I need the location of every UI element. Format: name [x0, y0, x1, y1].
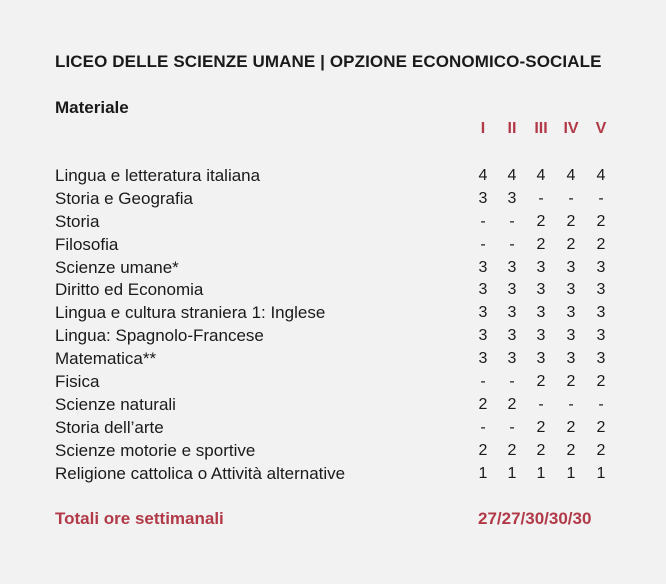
hours-cell: -	[480, 212, 486, 230]
hours-cell: -	[538, 395, 544, 413]
hours-cell: 3	[536, 258, 546, 276]
hours-cell: 2	[596, 235, 606, 253]
hours-cell: 2	[596, 212, 606, 230]
hours-cell: 2	[536, 418, 546, 436]
hours-cell: -	[538, 189, 544, 207]
subjects-table	[0, 165, 666, 485]
hours-cell: 3	[536, 350, 546, 368]
table-row	[0, 440, 666, 463]
hours-cell: -	[509, 418, 515, 436]
hours-cell: 4	[566, 167, 576, 184]
hours-cell: 3	[478, 258, 488, 276]
table-row	[0, 394, 666, 417]
hours-cell: 3	[536, 304, 546, 322]
table-row	[0, 417, 666, 440]
table-row	[0, 211, 666, 234]
year-header-1: I	[480, 120, 486, 137]
subject-name: Storia e Geografia	[55, 188, 193, 208]
hours-cell: 2	[478, 395, 488, 413]
hours-cell: 2	[596, 418, 606, 436]
hours-cell: 3	[507, 327, 517, 345]
hours-cell: 2	[536, 235, 546, 253]
subject-name: Lingua: Spagnolo-Francese	[55, 326, 264, 346]
table-row	[0, 234, 666, 257]
hours-cell: 3	[536, 327, 546, 345]
hours-cell: 3	[596, 281, 606, 299]
subject-name: Lingua e cultura straniera 1: Inglese	[55, 303, 326, 323]
hours-cell: 3	[507, 189, 517, 207]
hours-cell: -	[568, 395, 574, 413]
subject-name: Filosofia	[55, 234, 119, 254]
hours-cell: 3	[507, 350, 517, 368]
hours-cell: 3	[566, 304, 576, 322]
hours-cell: 3	[596, 304, 606, 322]
subject-name: Lingua e letteratura italiana	[55, 166, 261, 185]
subject-name: Storia	[55, 211, 100, 231]
table-row	[0, 348, 666, 371]
hours-cell: -	[568, 189, 574, 207]
hours-cell: 3	[478, 189, 488, 207]
hours-cell: 4	[596, 167, 606, 184]
hours-cell: 2	[507, 441, 517, 459]
subject-name: Scienze motorie e sportive	[55, 440, 256, 460]
hours-cell: 2	[536, 212, 546, 230]
hours-cell: 3	[507, 281, 517, 299]
hours-cell: 3	[536, 281, 546, 299]
hours-cell: 2	[507, 395, 517, 413]
subject-name: Religione cattolica o Attività alternative	[55, 463, 346, 483]
hours-cell: 4	[478, 167, 488, 184]
hours-cell: 2	[478, 441, 488, 459]
hours-cell: 3	[566, 350, 576, 368]
table-row	[0, 165, 666, 188]
subject-name: Diritto ed Economia	[55, 280, 204, 300]
hours-cell: 3	[478, 327, 488, 345]
hours-cell: -	[480, 235, 486, 253]
hours-cell: 3	[507, 258, 517, 276]
totals-value: 27/27/30/30/30	[478, 509, 592, 528]
table-row	[0, 188, 666, 211]
table-row	[0, 302, 666, 325]
table-row	[0, 325, 666, 348]
hours-cell: 3	[478, 281, 488, 299]
hours-cell: 3	[596, 258, 606, 276]
subject-name: Matematica**	[55, 349, 157, 369]
hours-cell: 1	[478, 464, 488, 482]
hours-cell: 1	[566, 464, 576, 482]
hours-cell: 1	[507, 464, 517, 482]
hours-cell: 2	[566, 441, 576, 459]
hours-cell: 2	[566, 212, 576, 230]
hours-cell: -	[480, 418, 486, 436]
hours-cell: -	[598, 395, 604, 413]
hours-cell: 1	[596, 464, 606, 482]
subjects-column-header: Materiale	[55, 98, 129, 117]
totals-label: Totali ore settimanali	[55, 509, 224, 528]
hours-cell: -	[509, 212, 515, 230]
hours-cell: -	[509, 235, 515, 253]
hours-cell: 3	[596, 327, 606, 345]
hours-cell: 2	[566, 235, 576, 253]
hours-cell: -	[598, 189, 604, 207]
hours-cell: 3	[566, 281, 576, 299]
hours-cell: 3	[478, 350, 488, 368]
subject-name: Scienze naturali	[55, 394, 176, 414]
year-header-3: III	[534, 120, 548, 137]
hours-cell: 3	[566, 258, 576, 276]
year-header-5: V	[595, 120, 607, 137]
page-title: LICEO DELLE SCIENZE UMANE | OPZIONE ECONOMICO-SOCIALE	[55, 52, 602, 71]
hours-cell: 3	[507, 304, 517, 322]
subject-name: Storia dell’arte	[55, 417, 164, 437]
table-row	[0, 257, 666, 280]
hours-cell: 3	[566, 327, 576, 345]
subject-name: Fisica	[55, 372, 100, 392]
table-row	[0, 371, 666, 394]
hours-cell: 2	[536, 373, 546, 391]
hours-cell: 3	[596, 350, 606, 368]
table-row	[0, 463, 666, 486]
hours-cell: 2	[566, 373, 576, 391]
year-header-4: IV	[563, 120, 579, 137]
hours-cell: -	[509, 373, 515, 391]
hours-cell: 4	[536, 167, 546, 184]
hours-cell: 3	[478, 304, 488, 322]
hours-cell: 2	[566, 418, 576, 436]
hours-cell: 2	[596, 441, 606, 459]
hours-cell: -	[480, 373, 486, 391]
year-header-2: II	[507, 120, 517, 137]
hours-cell: 1	[536, 464, 546, 482]
table-row	[0, 279, 666, 302]
hours-cell: 4	[507, 167, 517, 184]
hours-cell: 2	[596, 373, 606, 391]
subject-name: Scienze umane*	[55, 257, 179, 277]
hours-cell: 2	[536, 441, 546, 459]
